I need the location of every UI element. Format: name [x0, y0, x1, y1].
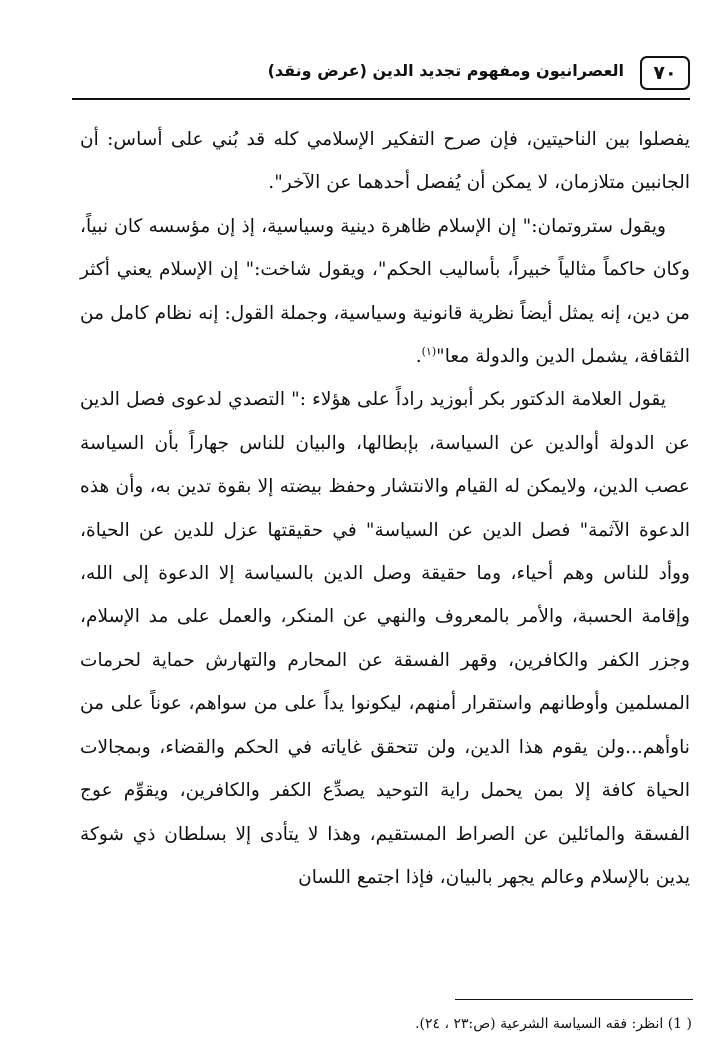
paragraph-2-text: ويقول ستروتمان:" إن الإسلام ظاهرة دينية وسياسية، إذ إن مؤسسه كان نبياً، وكان حاكماً مثالياً خبيراً، بأساليب الحكم"، ويقول شاخت:" إن الإسلام يعني أكثر من دين، إنه يمثل أيضاً نظرية قانونية وسياسية، وجملة القول: إنه نظام كامل من الثقافة، يشمل الدين والدولة معا"	[80, 215, 690, 368]
page-header	[72, 56, 690, 96]
paragraph-2	[80, 205, 690, 379]
paragraph-1: يفصلوا بين الناحيتين، فإن صرح التفكير الإسلامي كله قد بُني على أساس: أن الجانبين متلازمان، لا يمكن أن يُفصل أحدهما عن الآخر".	[80, 129, 690, 194]
header-rule	[72, 98, 690, 100]
footnote-rule	[455, 999, 693, 1000]
paragraph-2-end: .	[415, 346, 422, 368]
footnote: ( 1) انظر: فقه السياسة الشرعية (ص:٢٣ ، ٢٤).	[415, 1016, 692, 1032]
page-number: ٧٠	[640, 56, 690, 90]
footnote-reference[interactable]: (١)	[421, 344, 437, 358]
body-text	[80, 118, 690, 899]
running-title: العصرانيون ومفهوم تجديد الدين (عرض ونقد)	[267, 61, 624, 80]
paragraph-3: يقول العلامة الدكتور بكر أبوزيد راداً على هؤلاء :" التصدي لدعوى فصل الدين عن الدولة أوالدين عن السياسة، بإبطالها، والبيان للناس جهاراً بأن السياسة عصب الدين، ولايمكن له القيام والانتشار وحفظ بيضته إلا بقوة تدين به، وأن هذه الدعوة الآثمة" فصل الدين عن السياسة" في حقيقتها عزل للدين عن الحياة، ووأد للناس وهم أحياء، وما حقيقة وصل الدين بالسياسة إلا الدعوة إلى الله، وإقامة الحسبة، والأمر بالمعروف والنهي عن المنكر، والعمل على مد الإسلام، وجزر الكفر والكافرين، وقهر الفسقة عن المحارم والتهارش حماية لحرمات المسلمين وأوطانهم واستقرار أمنهم، ليكونوا يداً على من سواهم، عوناً على من ناوأهم...ولن يقوم هذا الدين، ولن تتحقق غاياته في الحكم والقضاء، وبمجالات الحياة كافة إلا بمن يحمل راية التوحيد يصدِّع الكفر والكافرين، ويقوِّم عوج الفسقة والمائلين عن الصراط المستقيم، وهذا لا يتأدى إلا بسلطان ذي شوكة يدين بالإسلام وعالم يجهر بالبيان، فإذا اجتمع اللسان	[80, 389, 690, 888]
